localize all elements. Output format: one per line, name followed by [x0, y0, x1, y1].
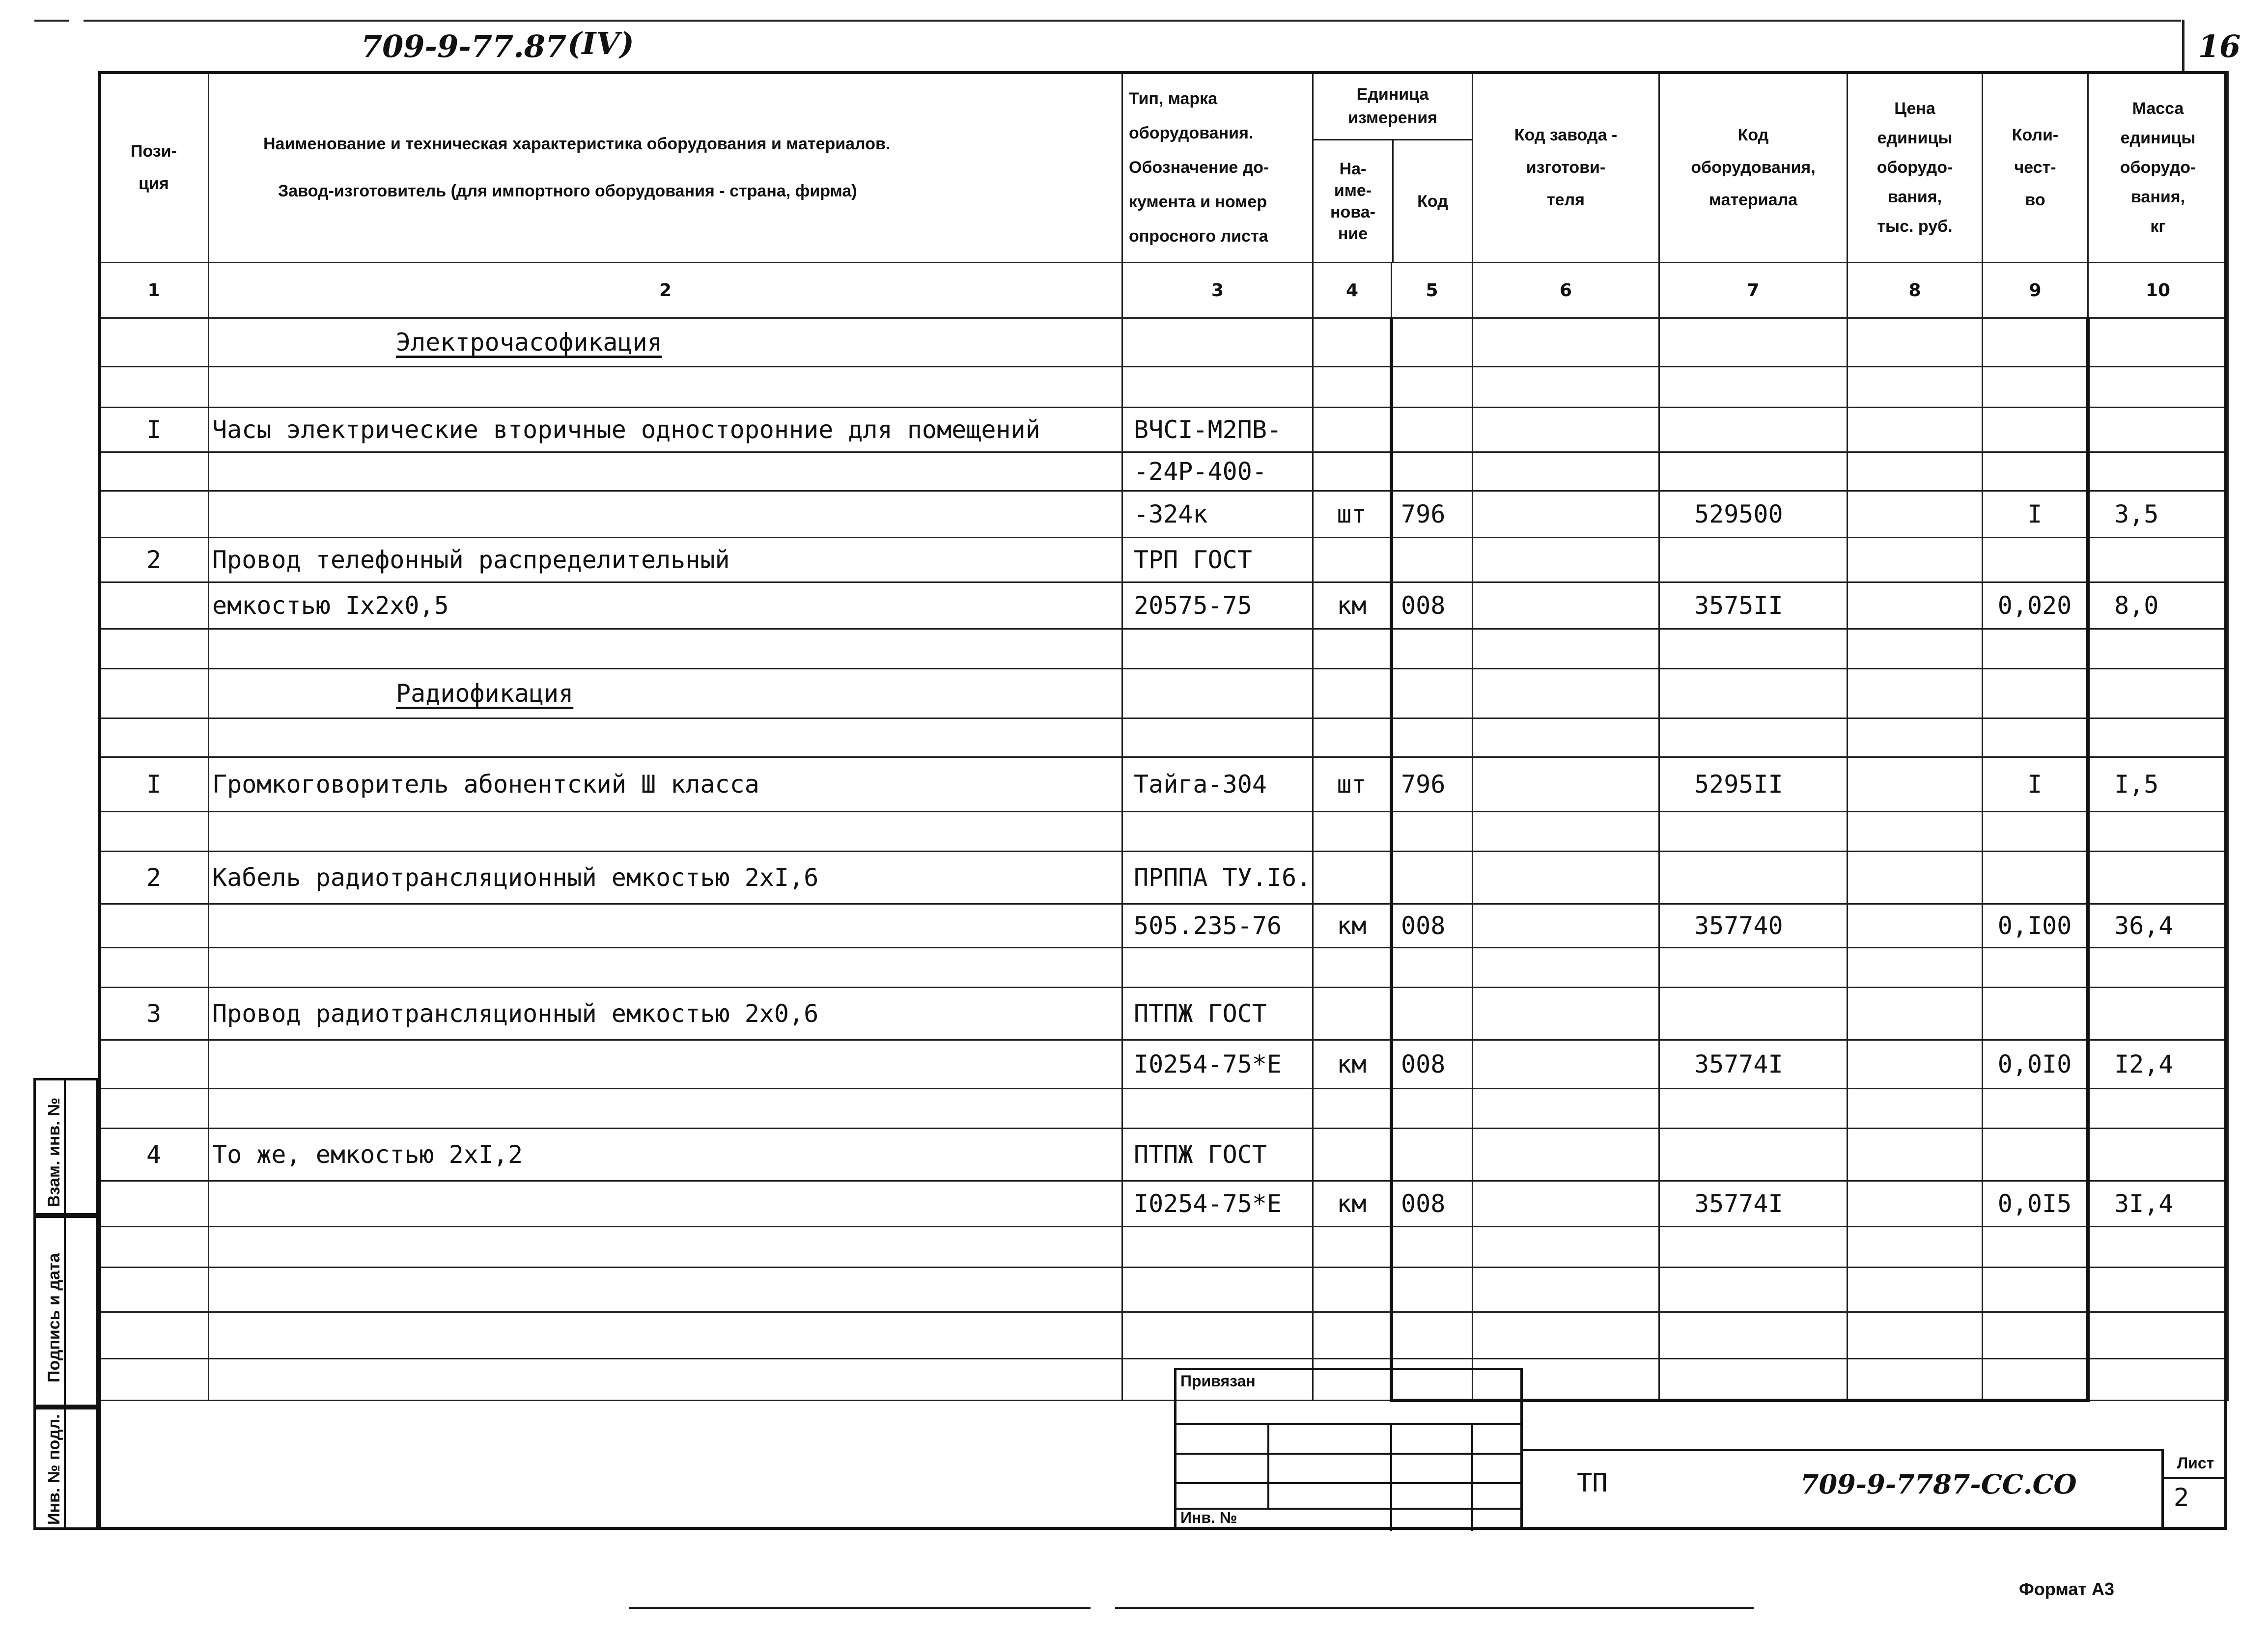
cell-mass: I2,4 [2088, 1040, 2228, 1089]
cell-equip: 5295II [1659, 757, 1848, 812]
cell-mass: I,5 [2088, 757, 2228, 812]
title-block-tp: ТП [1577, 1468, 1608, 1498]
cell-name: емкостью Iх2х0,5 [209, 582, 1122, 629]
sheet-label: Лист [2164, 1449, 2227, 1479]
cell-name: Провод телефонный распределительный [209, 538, 1122, 582]
side-vzam-box [33, 1078, 98, 1216]
cell-name: Кабель радиотрансляционный емкостью 2хI,6 [209, 852, 1122, 904]
column-number: 3 [1122, 263, 1313, 318]
cell-type: I0254-75*Е [1122, 1181, 1313, 1227]
cell-type: 505.235-76 [1122, 904, 1313, 948]
cell-pos: 3 [99, 988, 209, 1040]
cell-mass: 8,0 [2088, 582, 2228, 629]
cell-equip: 357740 [1659, 904, 1848, 948]
cell-type: ПРППА ТУ.I6. [1122, 852, 1313, 904]
cell-name: Часы электрические вторичные односторонние для помещений [209, 408, 1122, 452]
title-block-code: 709-9-7787-СС.СО [1800, 1468, 2077, 1500]
bottom-line-right [1115, 1607, 1754, 1609]
cell-code: 796 [1392, 491, 1473, 538]
cell-type: ВЧСI-М2ПВ- [1122, 408, 1313, 452]
corner-divider [2182, 20, 2184, 71]
header-col8-text: Цена единицы оборудо- вания, тыс. руб. [1876, 99, 1953, 236]
cell-type: -24Р-400- [1122, 452, 1313, 491]
column-number: 10 [2088, 263, 2228, 318]
cell-name: Электрочасофикация [209, 318, 1122, 367]
binding-stamp [1174, 1368, 1523, 1530]
cell-mass: 3,5 [2088, 491, 2228, 538]
header-col6-text: Код завода - изготови- теля [1514, 125, 1618, 209]
side-inventory-box [33, 1407, 98, 1530]
bottom-line-left [629, 1607, 1091, 1609]
side-divider [64, 1078, 66, 1530]
cell-qty: 0,020 [1983, 582, 2088, 629]
stamp-bound-label: Привязан [1180, 1372, 1256, 1390]
title-block-top-line [1523, 1449, 2161, 1451]
side-signature-box [33, 1216, 98, 1407]
column-number: 2 [209, 263, 1122, 318]
header-col3-text: Тип, марка оборудования. Обозначение до- кумента и номер опросного листа [1129, 89, 1269, 246]
column-number: 9 [1983, 263, 2088, 318]
cell-unit: шт [1313, 491, 1392, 538]
header-name-line1: Наименование и техническая характеристика оборудования и материалов. [263, 134, 891, 153]
cell-equip: 35774I [1659, 1040, 1848, 1089]
column-number: 1 [99, 263, 209, 318]
cell-code: 008 [1392, 582, 1473, 629]
header-unit-code: Код [1417, 192, 1448, 211]
cell-qty: I [1983, 757, 2088, 812]
column-number: 6 [1473, 263, 1659, 318]
cell-code: 008 [1392, 1181, 1473, 1227]
column-number: 8 [1848, 263, 1983, 318]
cell-pos: 2 [99, 538, 209, 582]
column-number: 4 [1313, 263, 1392, 318]
side-signature-label: Подпись и дата [45, 1253, 63, 1382]
header-col10-text: Масса единицы оборудо- вания, кг [2120, 99, 2196, 236]
cell-name: Радиофикация [209, 669, 1122, 718]
cell-qty: I [1983, 491, 2088, 538]
cell-name: Громкоговоритель абонентский Ш класса [209, 757, 1122, 812]
part-number: (IV) [567, 26, 634, 61]
cell-equip: 529500 [1659, 491, 1848, 538]
cell-type: ПТПЖ ГОСТ [1122, 1129, 1313, 1181]
header-col4-text: На- име- нова- ние [1330, 159, 1375, 243]
stamp-inv-label: Инв. № [1180, 1509, 1237, 1526]
cell-type: -324к [1122, 491, 1313, 538]
top-rule [84, 20, 2181, 22]
cell-pos: I [99, 408, 209, 452]
header-col4_5_group-text: Единица измерения [1348, 84, 1437, 127]
cell-type: I0254-75*Е [1122, 1040, 1313, 1089]
cell-qty: 0,0I0 [1983, 1040, 2088, 1089]
corner-number: 16 [2198, 28, 2241, 64]
cell-equip: 35774I [1659, 1181, 1848, 1227]
cell-type: 20575-75 [1122, 582, 1313, 629]
column-number: 7 [1659, 263, 1848, 318]
cell-qty: 0,0I5 [1983, 1181, 2088, 1227]
cell-name: Провод радиотрансляционный емкостью 2х0,6 [209, 988, 1122, 1040]
cell-unit: км [1313, 1040, 1392, 1089]
header-col7-text: Код оборудования, материала [1691, 125, 1816, 209]
top-left-dash [34, 20, 69, 22]
header-name-line2: Завод-изготовитель (для импортного оборудования - страна, фирма) [278, 181, 857, 200]
cell-code: 008 [1392, 904, 1473, 948]
sheet-number: 2 [2174, 1483, 2189, 1512]
cell-unit: км [1313, 904, 1392, 948]
sheet-box [2161, 1449, 2227, 1530]
cell-mass: 3I,4 [2088, 1181, 2228, 1227]
column-number: 5 [1392, 263, 1473, 318]
cell-type: ТРП ГОСТ [1122, 538, 1313, 582]
cell-equip: 3575II [1659, 582, 1848, 629]
cell-pos: I [99, 757, 209, 812]
cell-pos: 4 [99, 1129, 209, 1181]
cell-qty: 0,I00 [1983, 904, 2088, 948]
cell-type: Тайга-304 [1122, 757, 1313, 812]
cell-type: ПТПЖ ГОСТ [1122, 988, 1313, 1040]
cell-name: То же, емкостью 2хI,2 [209, 1129, 1122, 1181]
cell-unit: шт [1313, 757, 1392, 812]
side-vzam-label: Взам. инв. № [45, 1097, 63, 1207]
cell-code: 008 [1392, 1040, 1473, 1089]
side-inventory-label: Инв. № подл. [45, 1414, 63, 1525]
document-number: 709-9-77.87 [361, 28, 567, 64]
cell-code: 796 [1392, 757, 1473, 812]
header-col9-text: Коли- чест- во [2012, 125, 2059, 209]
cell-unit: км [1313, 1181, 1392, 1227]
cell-pos: 2 [99, 852, 209, 904]
header-col1-text: Пози- ция [131, 141, 177, 193]
cell-mass: 36,4 [2088, 904, 2228, 948]
format-label: Формат А3 [2019, 1579, 2115, 1599]
cell-unit: км [1313, 582, 1392, 629]
drawing-frame [98, 71, 2227, 1530]
